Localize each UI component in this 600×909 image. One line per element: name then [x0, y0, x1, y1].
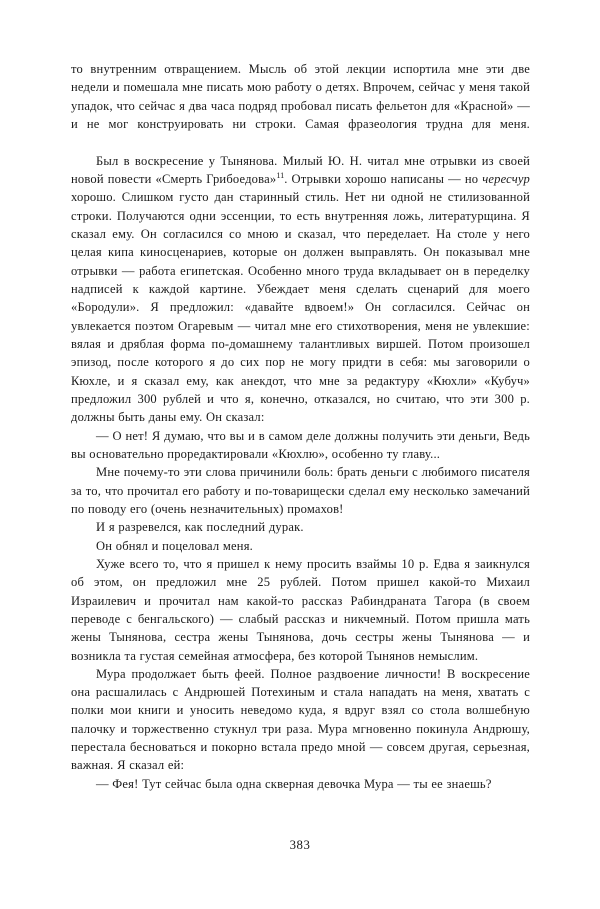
footnote-marker: 11: [276, 170, 285, 180]
paragraph-7: Хуже всего то, что я пришел к нему просить взаймы 10 р. Едва я заикнулся об этом, он предложил мне 25 рублей. Потом пришел какой-то Михаил Израилевич и прочитал нам какой-то рассказ Рабиндраната Тагора (в своем переводе с бенгальского) — слабый рассказ и никчемный. Потом пришла мать жены Тынянова, сестра жены Тынянова, дочь сестры жены Тынянова — и возникла та густая семейная атмосфера, без которой Тынянов немыслим.: [71, 556, 530, 663]
paragraph-4: Мне почему-то эти слова причинили боль: брать деньги с любимого писателя за то, что прочитал его работу и по-товарищески сделал ему несколько замечаний по поводу его (очень незначительных) промахов!: [71, 465, 530, 516]
paragraph-1: то внутренним отвращением. Мысль об этой лекции испортила мне эти две недели и помешала мне писать мою работу о детях. Впрочем, сейчас у меня такой упадок, что сейчас я два часа подряд пробовал писать фельетон для «Красной» — и не мог конструировать ни строки. Самая фразеология трудна для меня.: [71, 62, 530, 131]
page-number: 383: [289, 838, 311, 852]
paragraph-3: — О нет! Я думаю, что вы и в самом деле должны получить эти деньги, Ведь вы основательно проредактировали «Кюхлю», особенно ту главу...: [71, 428, 530, 461]
paragraph-6: Он обнял и поцеловал меня.: [96, 538, 253, 553]
paragraph-2-segment-c: хорошо. Слишком густо дан старинный стиль. Нет ни одной не стилизованной строки. Получаются одни эссенции, то есть внутренняя ложь, литературщина. Я сказал ему. Он согласился со мною и сказал, что переделает. На столе у него целая кипа киносценариев, которые он должен выправлять. Он показывал мне отрывки — работа египетская. Особенно много труда вкладывает он в переделку надписей к каждой картине. Убеждает меня сделать сценарий для моего «Бородули». Я предложил: «давайте вдвоем!» Он согласился. Сейчас он увлекается поэтом Огаревым — читал мне его стихотворения, меня не увлекшие: вялая и дряблая форма по-домашнему талантливых виршей. Потом произошел эпизод, после которого я до сих пор не могу придти в себя: мы заговорили о Кюхле, и я сказал ему, как анекдот, что мне за редактуру «Кюхли» «Кубуч» предложил 300 рублей и что я, конечно, отказался, но считаю, что эти 300 р. должны быть даны ему. Он сказал:: [71, 190, 530, 425]
paragraph-5: И я разревелся, как последний дурак.: [96, 520, 304, 535]
paragraph-9: — Фея! Тут сейчас была одна скверная девочка Мура — ты ее знаешь?: [96, 776, 492, 791]
paragraph-2-segment-a: Был в воскресение у Тынянова. Милый Ю. Н. читал мне отрывки из своей новой повести «Смерть Грибоедова»: [71, 153, 530, 186]
paragraph-2: [71, 152, 530, 427]
paragraph-2-emphasis: чересчур: [482, 171, 530, 186]
paragraph-2-segment-b: . Отрывки хорошо написаны — но: [284, 171, 483, 186]
page-text-block: [71, 60, 530, 793]
paragraph-8: Мура продолжает быть феей. Полное раздвоение личности! В воскресение она расшалилась с Андрюшей Потехиным и стала нападать на меня, хватать с полки мои книги и уносить неведомо куда, я вдруг взял со стола волшебную палочку и торжественно стукнул три раза. Мура мгновенно покинула Андрюшу, перестала бесноваться и покорно встала предо мной — совсем другая, серьезная, важная. Я сказал ей:: [71, 666, 530, 773]
